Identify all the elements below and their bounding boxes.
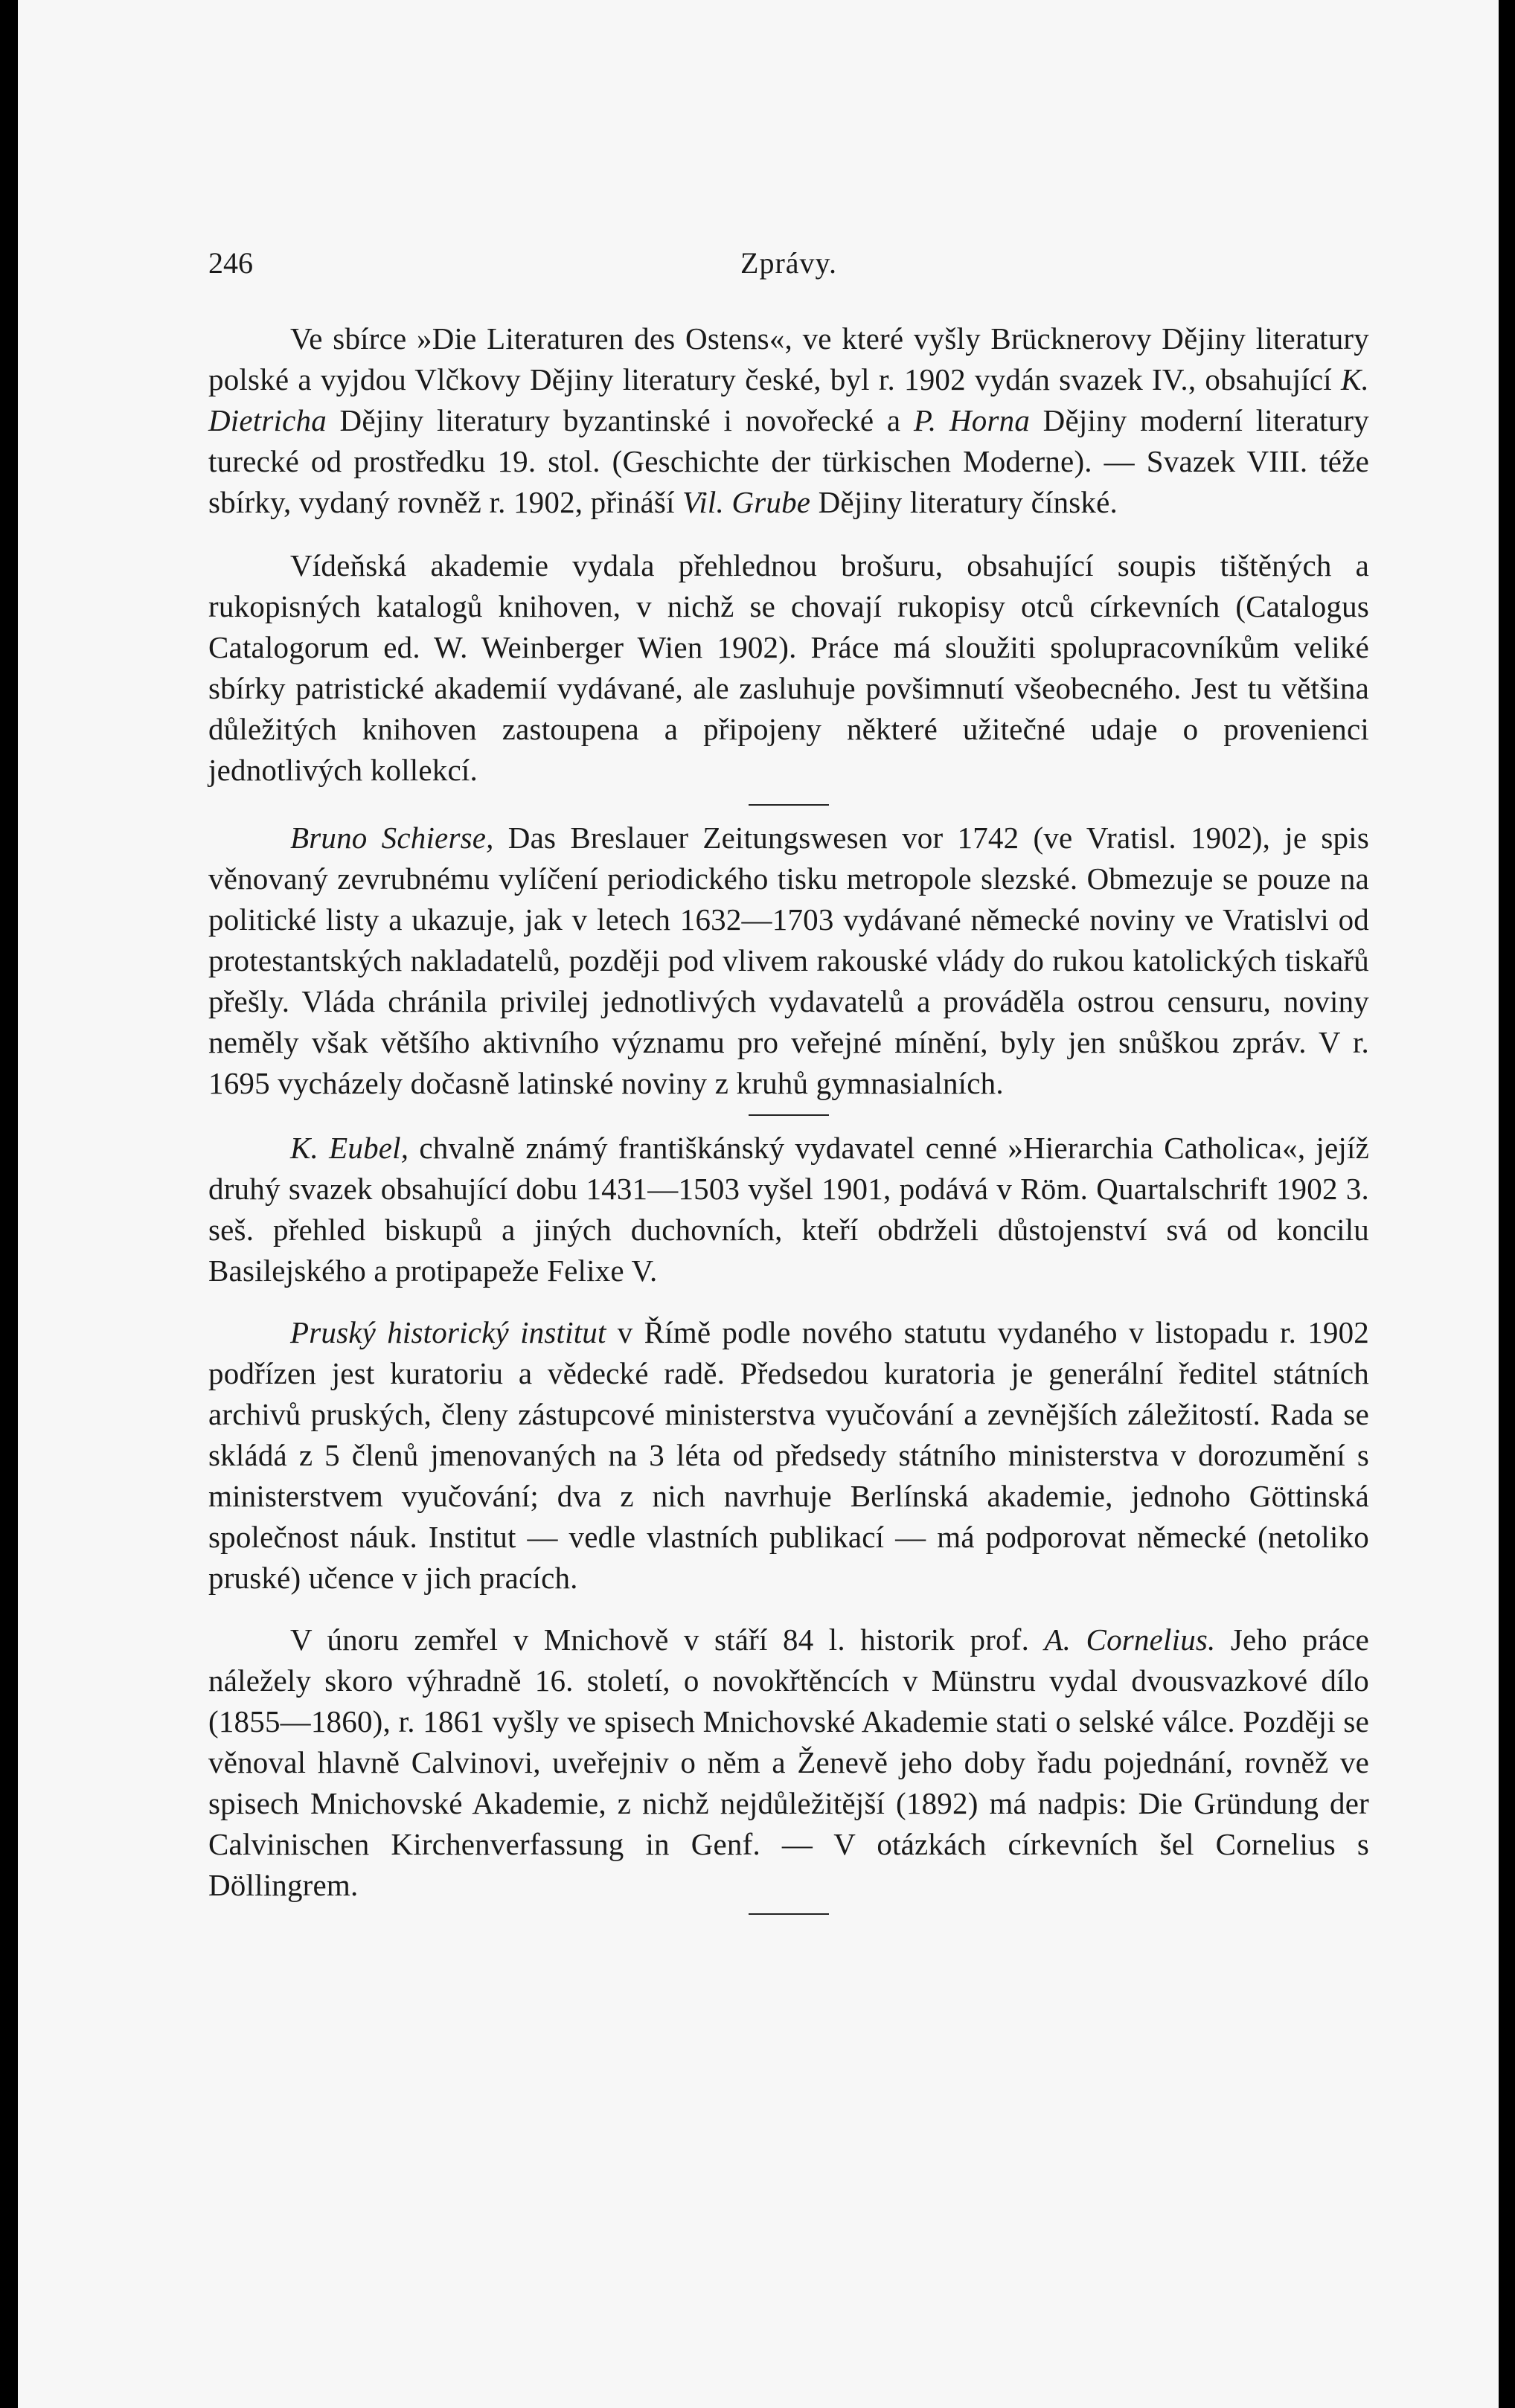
- text-run: chvalně známý františkánský vydavatel cenné »Hierarchia Catholica«, jejíž druhý svazek obsahující dobu 1431—1503 vyšel 1901, podává v Röm. Quartalschrift 1902 3. seš. přehled biskupů a jiných duchovních, kteří obdrželi důstojenství svá od koncilu Basilejského a protipapeže Felixe V.: [208, 1131, 1370, 1288]
- paragraph-eubel: [208, 1128, 1369, 1291]
- paragraph-prusky-institut: [208, 1312, 1369, 1599]
- author-name: P. Horna: [913, 403, 1031, 437]
- author-name: Vil. Grube: [682, 485, 811, 519]
- text-run: V únoru zemřel v Mnichově v stáří 84 l. historik prof.: [290, 1622, 1045, 1657]
- author-name: K. Eubel,: [290, 1131, 409, 1165]
- paragraph-cornelius: [208, 1619, 1369, 1906]
- article-body: [208, 318, 1369, 1915]
- paragraph-literaturen-des-ostens: [208, 318, 1369, 523]
- page-header: [208, 245, 1369, 290]
- author-name: K. Dietricha: [208, 362, 1369, 437]
- institution-name: Pruský historický institut: [290, 1315, 606, 1349]
- text-run: Das Breslauer Zeitungswesen vor 1742 (ve Vratisl. 1902), je spis věnovaný zevrubnému vylíčení periodického tisku metropole slezské. Obmezuje se pouze na politické listy a ukazuje, jak v letech 1632—1703 vydávané německé noviny ve Vratislvi od protestantských nakladatelů, později pod vlivem rakouské vlády do rukou katolických tiskařů přešly. Vláda chránila privilej jednotlivých vydavatelů a prováděla ostrou censuru, noviny neměly však většího aktivního významu pro veřejné mínění, byly jen snůškou zpráv. V r. 1695 vycházely dočasně latinské noviny z kruhů gymnasialních.: [208, 821, 1369, 1100]
- author-name: A. Cornelius.: [1044, 1622, 1216, 1657]
- author-name: Bruno Schierse,: [290, 821, 494, 855]
- text-run: Jeho práce náležely skoro výhradně 16. století, o novokřtěncích v Münstru vydal dvousvazkové dílo (1855—1860), r. 1861 vyšly ve spisech Mnichovské Akademie stati o selské válce. Později se věnoval hlavně Calvinovi, uveřejniv o něm a Ženevě jeho doby řadu pojednání, rovněž ve spisech Mnichovské Akademie, z nichž nejdůležitější (1892) má nadpis: Die Gründung der Calvinischen Kirchenverfassung in Genf. — V otázkách církevních šel Cornelius s Döllingrem.: [208, 1622, 1369, 1902]
- separator-rule: [749, 1913, 829, 1915]
- text-run: Dějiny literatury byzantinské i novořecké a: [326, 403, 914, 437]
- running-title: Zprávy.: [740, 246, 837, 280]
- page-number: 246: [208, 246, 253, 280]
- text-run: v Římě podle nového statutu vydaného v listopadu r. 1902 podřízen jest kuratoriu a vědecké radě. Předsedou kuratoria je generální ředitel státních archivů pruských, členy zástupcové ministerstva vyučování a zevnějších záležitostí. Rada se skládá z 5 členů jmenovaných na 3 léta od předsedy státního ministerstva v dorozumění s ministerstvem vyučování; dva z nich navrhuje Berlínská akademie, jednoho Göttinská společnost náuk. Institut — vedle vlastních publikací — má podporovat německé (netoliko pruské) učence v jich pracích.: [208, 1315, 1370, 1595]
- text-run: Dějiny literatury čínské.: [810, 485, 1118, 519]
- paragraph-schierse: [208, 818, 1369, 1104]
- text-run: Ve sbírce »Die Literaturen des Ostens«, ve které vyšly Brücknerovy Dějiny literatury polské a vyjdou Vlčkovy Dějiny literatury české, byl r. 1902 vydán svazek IV., obsahující: [208, 321, 1369, 396]
- text-run: Dějiny moderní literatury turecké od prostředku 19. stol. (Geschichte der türkischen Moderne). — Svazek VIII. téže sbírky, vydaný rovněž r. 1902, přináší: [208, 403, 1369, 519]
- paragraph-videnska-akademie: Vídeňská akademie vydala přehlednou brošuru, obsahující soupis tištěných a rukopisných katalogů knihoven, v nichž se chovají rukopisy otců církevních (Catalogus Catalogorum ed. W. Weinberger Wien 1902). Práce má sloužiti spolupracovníkům veliké sbírky patristické akademií vydávané, ale zasluhuje povšimnutí všeobecného. Jest tu většina důležitých knihoven zastoupena a připojeny některé užitečné udaje o provenienci jednotlivých kollekcí.: [208, 548, 1369, 787]
